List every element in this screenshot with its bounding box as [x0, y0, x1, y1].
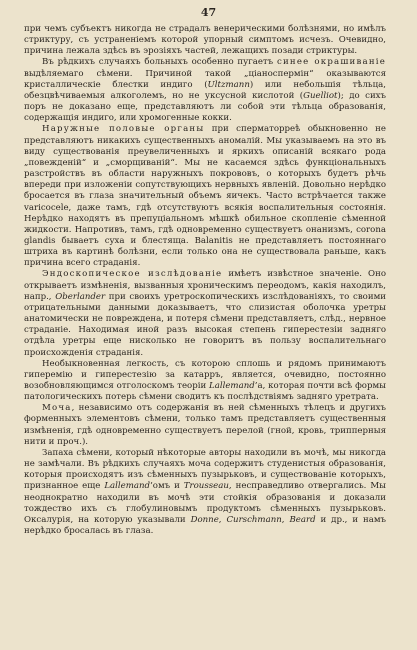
text-run: при своихъ уретроскопическихъ изслѣдованіяхъ, то своими отрицательными данными доказываетъ, что слизистая оболочка уретры анатомически не повреждена, и потеря сѣмени представляетъ, слѣд., нервное страданіе. Находимая иной разъ высокая степень гиперестезіи задняго отдѣла уретры еще нисколько не говоритъ въ пользу воспалительнаго происхожденія страданія.: [24, 291, 386, 358]
paragraph: [24, 359, 386, 404]
emphasized-term: Моча: [42, 403, 72, 414]
page-number: 47: [200, 6, 217, 19]
text-run: имѣетъ извѣстное значеніе. Оно открываетъ измѣненія, вызванныя хроническимъ переодомъ, какія находилъ, напр.,: [24, 269, 386, 302]
text-run: при сперматорреѣ обыкновенно не представляютъ никакихъ существенныхъ аномалій. Мы указываемъ на это въ виду существованія преувеличенныхъ и яркихъ описаній всякаго рода „повежденій“ и „сморщиваній“. Мы не касаемся здѣсь функціональныхъ разстройствъ въ области наружныхъ покрововъ, о которыхъ будетъ рѣчь впереди при изложеніи сопутствующихъ нервныхъ явленій. Довольно нерѣдко бросается въ глаза значительный объемъ яичекъ. Часто встрѣчается также varicocele, даже тамъ, гдѣ отсутствуютъ всякія воспалительныя состоянія. Нерѣдко находятъ въ препуціальномъ мѣшкѣ обильное скопленіе сѣменной жидкости. Напротивъ, тамъ, гдѣ одновременно существуетъ онанизмъ, corona glandis бываетъ суха и блестяща. Balanitis не представляетъ постояннаго штриха въ картинѣ болѣзни, если только она не существовала раньше, какъ причина всего страданія.: [24, 124, 386, 269]
emphasized-term: Наружные половые органы: [42, 124, 205, 135]
paragraph: [24, 403, 386, 448]
text-run: Запаха сѣмени, который нѣкоторые авторы находили въ мочѣ, мы никогда не замѣчали. Въ рѣдкихъ случаяхъ моча содержитъ студенистыя образованія, которыя происходятъ изъ сѣменныхъ пузырьковъ, и существованіе которыхъ, признанное еще: [24, 447, 386, 492]
text-run: Въ рѣдкихъ случаяхъ больныхъ особенно пугаетъ: [42, 57, 277, 68]
emphasized-term: Эндоскопическое изслѣдованіе: [42, 269, 223, 280]
text-run: выдѣляемаго сѣмени. Причиной такой „ціаноспермін“ оказываются кристаллическіе блестки индиго (: [24, 68, 386, 90]
italic-name: Guelliot: [303, 90, 338, 101]
text-run: , независимо отъ содержанія въ ней сѣменныхъ тѣлецъ и другихъ форменныхъ элементовъ сѣмени, только тамъ представляетъ существенныя измѣненія, гдѣ одновременно существуетъ перелой (гной, кровь, трипперныя нити и проч.).: [24, 403, 386, 447]
italic-name: Curschmann: [226, 514, 282, 525]
text-run: ,: [218, 514, 227, 525]
italic-name: Ultzmann: [207, 79, 250, 90]
text-run: ’омъ и: [150, 481, 184, 492]
italic-name: Lallemand: [104, 481, 151, 492]
paragraph: [24, 24, 386, 57]
paragraph: [24, 269, 386, 358]
emphasized-term: синее окрашиваніе: [276, 57, 386, 68]
text-run: ,: [281, 514, 290, 525]
text-run: при чемъ субъектъ никогда не страдалъ венерическими болѣзнями, но имѣлъ стриктуру, съ устраненіемъ которой упорный симптомъ исчезъ. Очевидно, причина лежала здѣсь въ эрозіяхъ частей, лежащихъ позади стриктуры.: [24, 24, 386, 57]
text-run: и др., и намъ нерѣдко бросалась въ глаза.: [24, 514, 386, 537]
text-body: [24, 24, 386, 537]
text-run: , несправедливо отвергались. Мы неоднократно находили въ мочѣ эти стойкія образованія и доказали тождество ихъ съ глобулиновымъ продуктомъ сѣменныхъ пузырьковъ. Оксалурія, на которую указывали: [24, 481, 386, 525]
paragraph: [24, 124, 386, 269]
italic-name: Oberlander: [55, 291, 106, 302]
italic-name: Donne: [190, 514, 219, 525]
italic-name: Trousseau: [183, 481, 229, 492]
text-run: Необыкновенная легкость, съ которою сплошь и рядомъ принимаютъ гиперемію и гиперестезію за катарръ, является, очевидно, постоянно возобновляющимся отголоскомъ теоріи: [24, 358, 386, 391]
italic-name: Beard: [289, 514, 316, 525]
text-run: ) или небольшія тѣльца, обезцвѣчиваемыя алкоголемъ, но не уксусной кислотой (: [24, 79, 386, 101]
italic-name: Lallemand: [209, 381, 255, 391]
paragraph: [24, 57, 386, 124]
paragraph: [24, 448, 386, 537]
text-run: ’a, которая почти всѣ формы патологическихъ потерь сѣмени сводитъ къ послѣдствіямъ задняго уретрата.: [24, 381, 386, 403]
text-run: ); до сихъ поръ не доказано еще, представляютъ ли собой эти тѣльца образованія, содержащія индиго, или хромогенные кокки.: [24, 90, 386, 124]
